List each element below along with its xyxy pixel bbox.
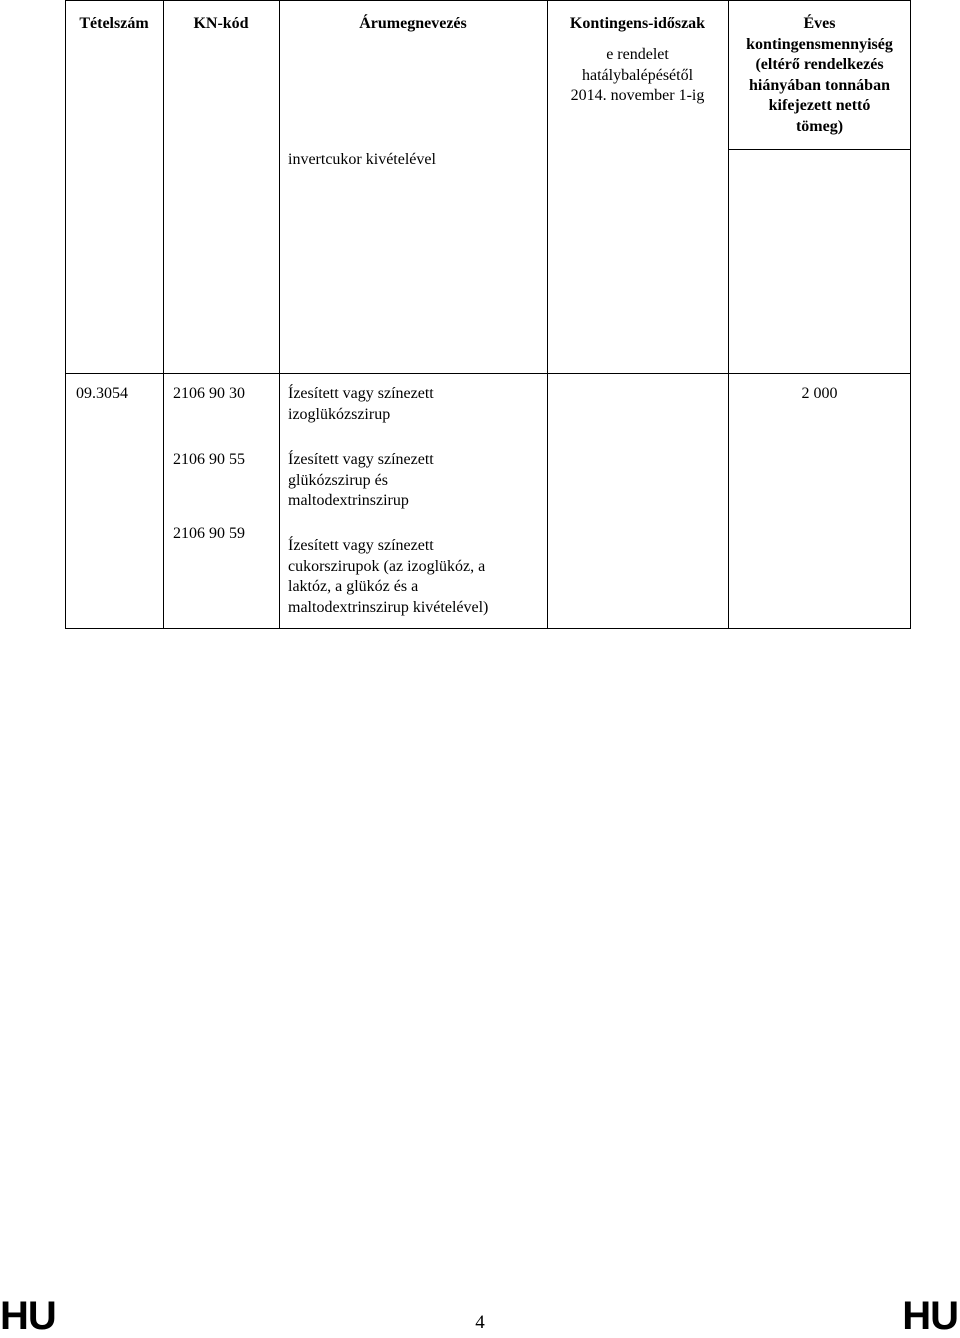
item-number-cell: 09.3054: [76, 385, 128, 402]
description-cell: Ízesített vagy színezett glükózszirup és maltodextrinszirup: [288, 451, 434, 509]
header-item-number: Tételszám: [79, 15, 149, 32]
header-quota-period: Kontingens-időszak: [569, 15, 706, 32]
column-divider: [163, 1, 164, 629]
header-annual-quota: Éves kontingensmennyiség (eltérő rendelkezés hiányában tonnában kifejezett nettó tömeg): [746, 15, 893, 135]
header-divider-right: [728, 149, 911, 150]
carry-over-description: invertcukor kivételével: [288, 151, 436, 168]
cn-code-cell: 2106 90 59: [173, 525, 245, 542]
quota-period-note: e rendelet hatálybalépésétől 2014. november 1-ig: [570, 46, 705, 104]
page-number: 4: [475, 1312, 485, 1333]
language-code-left: HU: [0, 1294, 56, 1338]
header-description: Árumegnevezés: [359, 15, 467, 32]
annual-quota-cell: 2 000: [801, 385, 838, 402]
column-divider: [279, 1, 280, 629]
language-code-right: HU: [902, 1294, 958, 1338]
cn-code-cell: 2106 90 55: [173, 451, 245, 468]
header-cn-code: KN-kód: [193, 15, 249, 32]
row-divider: [66, 373, 911, 374]
description-cell: Ízesített vagy színezett izoglükózszirup: [288, 385, 434, 423]
description-cell: Ízesített vagy színezett cukorszirupok (az izoglükóz, a laktóz, a glükóz és a maltodextrinszirup kivételével): [288, 537, 489, 616]
cn-code-cell: 2106 90 30: [173, 385, 245, 402]
